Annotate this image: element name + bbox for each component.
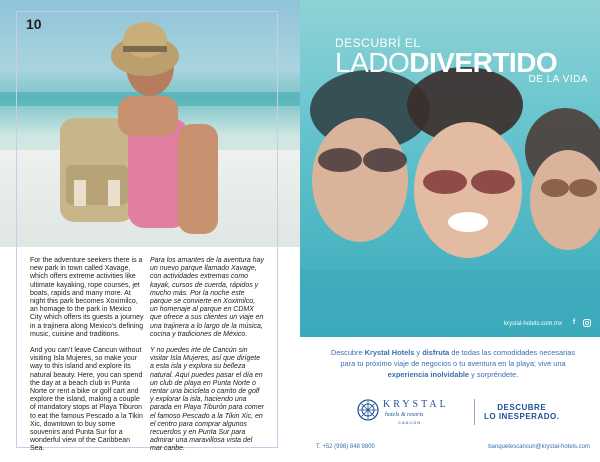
- instagram-icon: [583, 319, 591, 327]
- brand-name: KRYSTAL: [383, 399, 449, 410]
- promo-part-2: y: [414, 348, 423, 357]
- slogan: [484, 403, 559, 421]
- promo-experience: experiencia inolvidable: [387, 370, 470, 379]
- english-column: [30, 257, 144, 462]
- spanish-paragraph-2: Y no puedes irte de Cancún sin visitar Isla Mujeres, así que dirígete a esta isla y explora su belleza natural. Aquí puedes pasar el día en un club de playa en Punta Norte o rentar una bicicleta o carrito de golf y explorar la isla, haciendo una parada en Playa Tiburón para comer el famoso Pescado a la Tikin Xic, en el centro para comprar algunos recuerdos y en Punta Sur para admirar una maravillosa vista del mar caribe.: [150, 347, 264, 453]
- headline-top: DESCUBRÍ EL: [335, 36, 421, 50]
- left-page: [0, 0, 300, 461]
- headline-bold: DIVERTIDO: [409, 47, 558, 78]
- facebook-icon: f: [572, 319, 576, 326]
- promo-text: [328, 347, 578, 380]
- promo-brand: Krystal Hotels: [364, 348, 415, 357]
- phone-number: T. +52 (998) 848 9800: [316, 444, 375, 450]
- english-paragraph-1: For the adventure seekers there is a new park in town called Xavage, which offers extreme activities like ultimate kayaking, rope courses, jet boats, rapids and many more. At night this park becomes Xoximilco, an homage to the park in Mexico City which offers its guests a journey in a trajinera along Mexico’s defining music, cuisine and traditions.: [30, 257, 144, 338]
- photo-website: krystal-hotels.com.mx: [503, 321, 562, 327]
- underwater-friends-photo: [300, 0, 600, 337]
- english-paragraph-2: And you can’t leave Cancun without visiting Isla Mujeres, so make your way to this island and explore its natural beauty. Here, you can spend the day at a beach club in Punta Norte or rent a bike or golf cart and explore the island, making a couple of mandatory stops at Playa Tiburon to eat the famous Pescado a la Tikin Xic, downtown to buy some souvenirs and Punta Sur for a wonderful view of the Caribbean Sea.: [30, 347, 143, 453]
- brand-city: CANCÚN: [398, 420, 422, 425]
- divider: [474, 399, 475, 425]
- headline-bottom: DE LA VIDA: [528, 74, 588, 85]
- right-page: [300, 0, 600, 461]
- promo-part-3: de todas las comodidades necesarias para tu próximo viaje de negocios o tu aventura en la playa; vive una: [340, 348, 576, 368]
- spanish-paragraph-1: Para los amantes de la aventura hay un nuevo parque llamado Xavage, con actividades extremas como kayak, cursos de cuerda, rápidos y mucho más. Por la noche este parque se convierte en Xoximilco, un homenaje al parque en CDMX que ofrece a sus clientes un viaje en una trajinera a lo largo de la música, cocina y tradiciones de México.: [150, 257, 265, 338]
- promo-part-4: y sorpréndete.: [469, 370, 519, 379]
- promo-part-1: Descubre: [330, 348, 365, 357]
- contact-email[interactable]: banquetescancun@krystal-hotels.com: [488, 444, 590, 450]
- promo-enjoy: disfruta: [422, 348, 450, 357]
- slogan-line-2: LO INESPERADO.: [484, 412, 560, 421]
- headline-thin: LADO: [335, 47, 410, 78]
- slogan-line-1: DESCUBRE: [497, 403, 547, 412]
- krystal-logo-icon: [357, 399, 379, 421]
- page-number: 10: [26, 16, 42, 32]
- brand-tagline: hotels & resorts: [385, 412, 424, 418]
- spanish-column: [150, 257, 264, 462]
- headline-main: [335, 47, 557, 79]
